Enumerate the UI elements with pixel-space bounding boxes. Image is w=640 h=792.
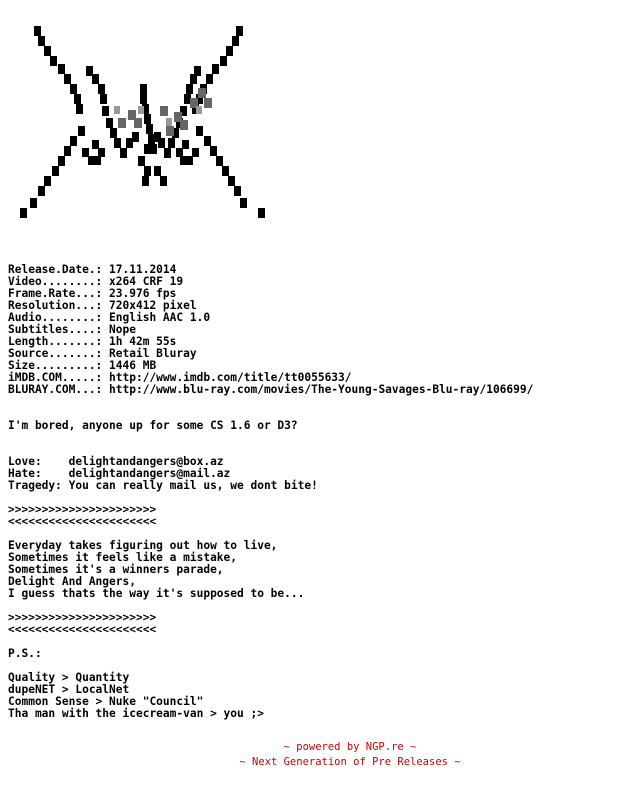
nfo-line: Tragedy: You can really mail us, we dont bite! bbox=[8, 479, 318, 492]
nfo-line: Video........: x264 CRF 19 bbox=[8, 275, 184, 288]
nfo-line: Tha man with the icecream-van > you ;> bbox=[8, 707, 264, 720]
nfo-line: BLURAY.COM...: http://www.blu-ray.com/movies/The-Young-Savages-Blu-ray/106699/ bbox=[8, 383, 534, 396]
nfo-line: >>>>>>>>>>>>>>>>>>>>>> bbox=[8, 503, 157, 516]
nfo-line: Release.Date.: 17.11.2014 bbox=[8, 263, 177, 276]
nfo-line: Delight And Angers, bbox=[8, 575, 136, 588]
nfo-line bbox=[8, 636, 533, 648]
butterfly-logo-icon bbox=[14, 22, 274, 222]
nfo-line: Love: delightandangers@box.az bbox=[8, 455, 224, 468]
nfo-line bbox=[8, 396, 533, 408]
nfo-line: >>>>>>>>>>>>>>>>>>>>>> bbox=[8, 611, 157, 624]
nfo-line: Size.........: 1446 MB bbox=[8, 359, 157, 372]
footer-powered-by: ~ powered by NGP.re ~ bbox=[283, 741, 417, 753]
footer-tagline: ~ Next Generation of Pre Releases ~ bbox=[239, 756, 461, 768]
nfo-line: <<<<<<<<<<<<<<<<<<<<<< bbox=[8, 623, 157, 636]
nfo-line: Frame.Rate...: 23.976 fps bbox=[8, 287, 177, 300]
logo-blocks bbox=[20, 26, 265, 218]
nfo-line: Source.......: Retail Bluray bbox=[8, 347, 197, 360]
nfo-line: Everyday takes figuring out how to live, bbox=[8, 539, 278, 552]
nfo-line: Subtitles....: Nope bbox=[8, 323, 136, 336]
nfo-line: Sometimes it's a winners parade, bbox=[8, 563, 224, 576]
nfo-line: iMDB.COM.....: http://www.imdb.com/title/tt0055633/ bbox=[8, 371, 352, 384]
nfo-line bbox=[8, 432, 533, 444]
nfo-line: Length.......: 1h 42m 55s bbox=[8, 335, 177, 348]
nfo-line: I'm bored, anyone up for some CS 1.6 or D3? bbox=[8, 419, 298, 432]
nfo-line: Quality > Quantity bbox=[8, 671, 130, 684]
footer bbox=[0, 740, 640, 770]
nfo-line: dupeNET > LocalNet bbox=[8, 683, 130, 696]
nfo-line: P.S.: bbox=[8, 647, 42, 660]
nfo-text bbox=[8, 264, 533, 720]
nfo-line: Common Sense > Nuke "Council" bbox=[8, 695, 204, 708]
nfo-line: <<<<<<<<<<<<<<<<<<<<<< bbox=[8, 515, 157, 528]
nfo-line: Audio........: English AAC 1.0 bbox=[8, 311, 211, 324]
nfo-line: Resolution...: 720x412 pixel bbox=[8, 299, 197, 312]
nfo-line: Sometimes it feels like a mistake, bbox=[8, 551, 238, 564]
nfo-line: Hate: delightandangers@mail.az bbox=[8, 467, 231, 480]
nfo-line: I guess thats the way it's supposed to be... bbox=[8, 587, 305, 600]
